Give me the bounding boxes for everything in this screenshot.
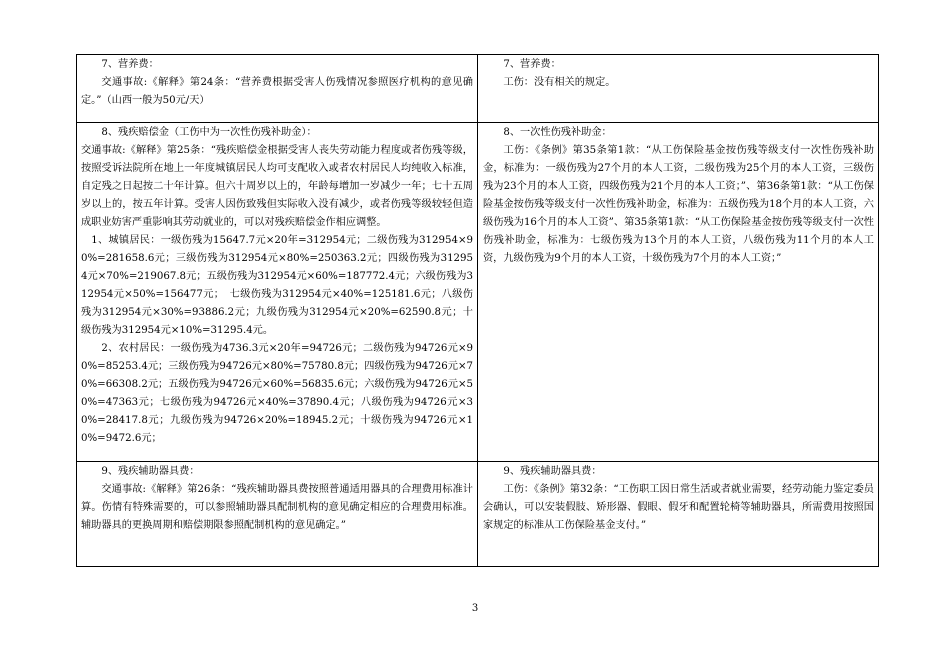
clause-text: 工伤：《条例》第32条：“工伤职工因日常生活或者就业需要，经劳动能力鉴定委员会确认，可以安装假肢、矫形器、假眼、假牙和配置轮椅等辅助器具，所需费用按照国家规定的标准从工伤保险基金支付。” xyxy=(483,484,874,531)
comparison-table xyxy=(76,54,879,567)
table-row xyxy=(77,123,879,462)
section-heading: 8、一次性伤残补助金： xyxy=(503,127,612,138)
clause-text: 交通事故:《解释》第24条：“营养费根据受害人伤残情况参照医疗机构的意见确定。”（山西一般为50元/天） xyxy=(81,77,473,106)
traffic-accident-cell xyxy=(77,123,478,462)
table-row xyxy=(77,55,879,123)
traffic-accident-cell xyxy=(77,55,478,123)
clause-text: 交通事故:《解释》第26条：“残疾辅助器具费按照普通适用器具的合理费用标准计算。伤情有特殊需要的，可以参照辅助器具配制机构的意见确定相应的合理费用标准。辅助器具的更换周期和赔偿期限参照配制机构的意见确定。” xyxy=(81,484,473,531)
section-heading: 8、残疾赔偿金（工伤中为一次性伤残补助金）： xyxy=(101,127,317,138)
clause-text: 交通事故:《解释》第25条：“残疾赔偿金根据受害人丧失劳动能力程度或者伤残等级，按照受诉法院所在地上一年度城镇居民人均可支配收入或者农村居民人均纯收入标准，自定残之日起按二十年计算。但六十周岁以上的，年龄每增加一岁减少一年；七十五周岁以上的，按五年计算。受害人因伤致残但实际收入没有减少，或者伤残等级较轻但造成职业妨害严重影响其劳动就业的，可以对残疾赔偿金作相应调整。 xyxy=(81,145,473,228)
section-heading: 9、残疾辅助器具费： xyxy=(101,466,200,477)
urban-resident-calculation: 1、城镇居民：一级伤残为15647.7元×20年=312954元；二级伤残为312954×90%=281658.6元；三级伤残为312954元×80%=250363.2元；四级伤残为312954元×70%=219067.8元；五级伤残为312954元×60%=187772.4元；六级伤残为312954元×50%=156477元； 七级伤残为312954元×40%=125181.6元；八级伤残为312954元×30%=93886.2元；九级伤残为312954元×20%=62590.8元；十级伤残为312954元×10%=31295.4元。 xyxy=(81,235,473,336)
clause-text: 工伤：没有相关的规定。 xyxy=(503,77,616,88)
section-heading: 9、残疾辅助器具费： xyxy=(503,466,602,477)
rural-resident-calculation: 2、农村居民：一级伤残为4736.3元×20年=94726元；二级伤残为94726元×90%=85253.4元；三级伤残为94726元×80%=75780.8元；四级伤残为94726元×70%=66308.2元；五级伤残为94726元×60%=56835.6元；六级伤残为94726元×50%=47363元；七级伤残为94726元×40%=37890.4元；八级伤残为94726元×30%=28417.8元；九级伤残为94726×20%=18945.2元；十级伤残为94726元×10%=9472.6元； xyxy=(81,343,473,444)
traffic-accident-cell xyxy=(77,462,478,567)
work-injury-cell xyxy=(478,123,879,462)
work-injury-cell xyxy=(478,462,879,567)
page-number: 3 xyxy=(471,603,479,614)
clause-text: 工伤：《条例》第35条第1款：“从工伤保险基金按伤残等级支付一次性伤残补助金，标准为：一级伤残为27个月的本人工资，二级伤残为25个月的本人工资，三级伤残为23个月的本人工资，四级伤残为21个月的本人工资；”、第36条第1款：“从工伤保险基金按伤残等级支付一次性伤残补助金，标准为：五级伤残为18个月的本人工资，六级伤残为16个月的本人工资”、第35条第1款：“从工伤保险基金按伤残等级支付一次性伤残补助金，标准为：七级伤残为13个月的本人工资，八级伤残为11个月的本人工资，九级伤残为9个月的本人工资，十级伤残为7个月的本人工资；” xyxy=(483,145,874,264)
section-heading: 7、营养费： xyxy=(503,59,561,70)
work-injury-cell xyxy=(478,55,879,123)
table-row xyxy=(77,462,879,567)
section-heading: 7、营养费： xyxy=(101,59,159,70)
